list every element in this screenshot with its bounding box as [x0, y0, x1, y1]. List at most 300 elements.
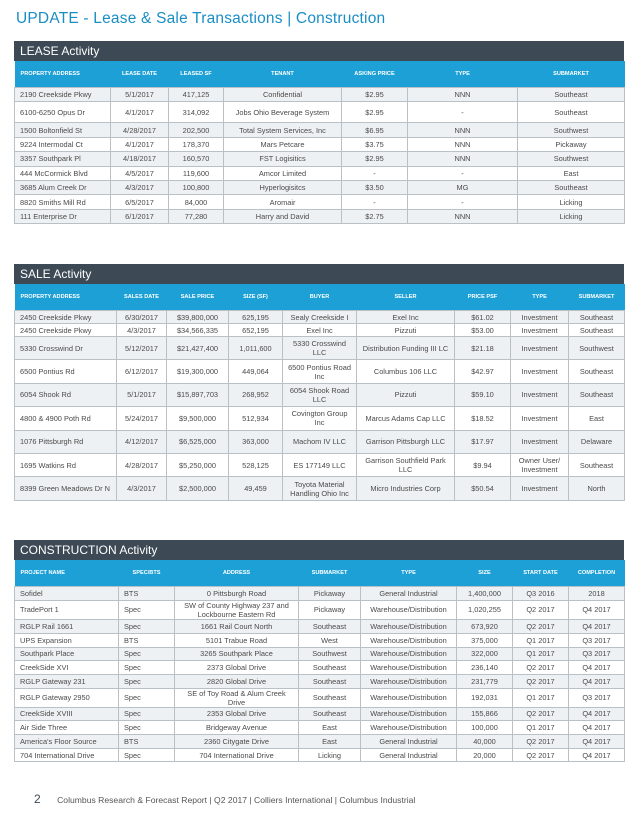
table-cell: Southeast — [518, 102, 625, 123]
table-cell: Q2 2017 — [513, 600, 569, 620]
table-cell: Southeast — [518, 88, 625, 102]
construction-section — [14, 540, 624, 762]
table-cell: 236,140 — [457, 661, 513, 675]
construction-col-header: SIZE — [457, 560, 513, 587]
table-cell: East — [518, 166, 625, 180]
table-cell: Toyota Material Handling Ohio Inc — [283, 477, 357, 500]
table-cell: $34,566,335 — [167, 324, 229, 337]
table-cell: General Industrial — [361, 735, 457, 749]
table-cell: Harry and David — [224, 209, 342, 223]
table-cell: 1,400,000 — [457, 587, 513, 601]
table-row — [15, 102, 625, 123]
table-cell: Licking — [518, 195, 625, 209]
table-cell: Investment — [511, 324, 569, 337]
sale-section-title: SALE Activity — [14, 264, 624, 284]
table-cell: $5,250,000 — [167, 453, 229, 476]
table-cell: 6500 Pontius Road Inc — [283, 360, 357, 383]
table-cell: Q4 2017 — [569, 735, 625, 749]
table-cell: 652,195 — [229, 324, 283, 337]
table-cell: - — [342, 195, 408, 209]
table-cell: - — [408, 166, 518, 180]
table-cell: $9,500,000 — [167, 407, 229, 430]
table-cell: Exel Inc — [283, 324, 357, 337]
table-cell: NNN — [408, 137, 518, 151]
table-cell: 512,934 — [229, 407, 283, 430]
table-cell: SE of Toy Road & Alum Creek Drive — [175, 688, 299, 707]
table-cell: $2.95 — [342, 152, 408, 166]
table-cell: 268,952 — [229, 383, 283, 406]
table-cell: ES 177149 LLC — [283, 453, 357, 476]
table-cell: East — [299, 721, 361, 735]
table-cell: Southeast — [569, 311, 625, 324]
table-cell: Confidential — [224, 88, 342, 102]
table-cell: 444 McCormick Blvd — [15, 166, 111, 180]
table-cell: $21,427,400 — [167, 337, 229, 360]
table-cell: $2.95 — [342, 88, 408, 102]
table-cell: 8820 Smiths Mill Rd — [15, 195, 111, 209]
table-cell: Warehouse/Distribution — [361, 707, 457, 721]
table-cell: 375,000 — [457, 633, 513, 647]
table-cell: 1,020,255 — [457, 600, 513, 620]
table-row — [15, 407, 625, 430]
table-cell: Spec — [119, 620, 175, 634]
table-cell: 704 International Drive — [15, 748, 119, 762]
table-cell: CreekSide XVI — [15, 661, 119, 675]
table-cell: Licking — [299, 748, 361, 762]
table-cell: Q2 2017 — [513, 748, 569, 762]
table-cell: TradePort 1 — [15, 600, 119, 620]
table-cell: $59.10 — [455, 383, 511, 406]
table-cell: Q4 2017 — [569, 748, 625, 762]
table-cell: 6/12/2017 — [117, 360, 167, 383]
table-cell: $3.50 — [342, 180, 408, 194]
table-cell: 6500 Pontius Rd — [15, 360, 117, 383]
table-cell: 5330 Crosswind Dr — [15, 337, 117, 360]
table-cell: 3265 Southpark Place — [175, 647, 299, 661]
table-cell: Investment — [511, 430, 569, 453]
table-cell: Mars Petcare — [224, 137, 342, 151]
lease-col-header: LEASED SF — [169, 61, 224, 88]
sale-col-header: SIZE (SF) — [229, 284, 283, 311]
table-cell: Spec — [119, 721, 175, 735]
table-cell: 704 International Drive — [175, 748, 299, 762]
table-cell: Warehouse/Distribution — [361, 600, 457, 620]
table-cell: 6/1/2017 — [111, 209, 169, 223]
table-row — [15, 123, 625, 137]
table-cell: $2,500,000 — [167, 477, 229, 500]
table-row — [15, 647, 625, 661]
table-cell: 5101 Trabue Road — [175, 633, 299, 647]
table-cell: 2353 Global Drive — [175, 707, 299, 721]
table-cell: 49,459 — [229, 477, 283, 500]
table-cell: General Industrial — [361, 748, 457, 762]
table-cell: $2.95 — [342, 102, 408, 123]
sale-col-header: BUYER — [283, 284, 357, 311]
table-cell: 6100-6250 Opus Dr — [15, 102, 111, 123]
table-cell: 4/28/2017 — [111, 123, 169, 137]
table-cell: Southeast — [569, 324, 625, 337]
table-row — [15, 324, 625, 337]
table-cell: 155,866 — [457, 707, 513, 721]
table-cell: 8399 Green Meadows Dr N — [15, 477, 117, 500]
table-cell: Southeast — [299, 661, 361, 675]
table-cell: 5/24/2017 — [117, 407, 167, 430]
table-cell: RGLP Gateway 231 — [15, 674, 119, 688]
table-cell: Sofidel — [15, 587, 119, 601]
table-cell: Garrison Pittsburgh LLC — [357, 430, 455, 453]
table-cell: 77,280 — [169, 209, 224, 223]
table-cell: 160,570 — [169, 152, 224, 166]
table-cell: West — [299, 633, 361, 647]
table-cell: Pizzuti — [357, 324, 455, 337]
table-cell: Total System Services, Inc — [224, 123, 342, 137]
page-title: UPDATE - Lease & Sale Transactions | Construction — [16, 10, 386, 27]
table-cell: 5330 Crosswind LLC — [283, 337, 357, 360]
table-row — [15, 430, 625, 453]
table-cell: Amcor Limited — [224, 166, 342, 180]
table-cell: Pickaway — [299, 600, 361, 620]
table-cell: $2.75 — [342, 209, 408, 223]
sale-col-header: SALES DATE — [117, 284, 167, 311]
table-cell: East — [569, 407, 625, 430]
table-cell: America's Floor Source — [15, 735, 119, 749]
table-row — [15, 337, 625, 360]
table-row — [15, 721, 625, 735]
table-cell: 6054 Shook Rd — [15, 383, 117, 406]
table-cell: $19,300,000 — [167, 360, 229, 383]
table-cell: East — [299, 735, 361, 749]
table-cell: RGLP Gateway 2950 — [15, 688, 119, 707]
table-cell: BTS — [119, 633, 175, 647]
table-cell: NNN — [408, 152, 518, 166]
table-cell: Q2 2017 — [513, 735, 569, 749]
table-row — [15, 661, 625, 675]
table-cell: 2450 Creekside Pkwy — [15, 324, 117, 337]
table-cell: Q2 2017 — [513, 661, 569, 675]
table-cell: Aromair — [224, 195, 342, 209]
construction-table — [14, 560, 625, 762]
table-cell: Southeast — [299, 707, 361, 721]
table-cell: Spec — [119, 661, 175, 675]
table-cell: Investment — [511, 383, 569, 406]
table-cell: 178,370 — [169, 137, 224, 151]
table-cell: Q1 2017 — [513, 721, 569, 735]
table-cell: Q2 2017 — [513, 674, 569, 688]
table-row — [15, 166, 625, 180]
table-cell: Distribution Funding III LC — [357, 337, 455, 360]
table-row — [15, 748, 625, 762]
table-cell: NNN — [408, 88, 518, 102]
table-cell: Warehouse/Distribution — [361, 661, 457, 675]
table-cell: Investment — [511, 337, 569, 360]
table-cell: 2820 Global Drive — [175, 674, 299, 688]
table-cell: Warehouse/Distribution — [361, 633, 457, 647]
table-cell: UPS Expansion — [15, 633, 119, 647]
table-cell: 192,031 — [457, 688, 513, 707]
construction-col-header: ADDRESS — [175, 560, 299, 587]
table-row — [15, 152, 625, 166]
table-row — [15, 180, 625, 194]
lease-table — [14, 61, 625, 224]
table-cell: North — [569, 477, 625, 500]
table-cell: Q3 2017 — [569, 647, 625, 661]
table-cell: Southeast — [299, 688, 361, 707]
table-cell: Exel Inc — [357, 311, 455, 324]
table-row — [15, 137, 625, 151]
table-cell: CreekSide XVIII — [15, 707, 119, 721]
table-cell: Spec — [119, 688, 175, 707]
table-cell: Warehouse/Distribution — [361, 647, 457, 661]
table-cell: 4/5/2017 — [111, 166, 169, 180]
table-cell: 2190 Creekside Pkwy — [15, 88, 111, 102]
table-cell: Bridgeway Avenue — [175, 721, 299, 735]
table-cell: Pickaway — [299, 587, 361, 601]
lease-col-header: TYPE — [408, 61, 518, 88]
lease-col-header: PROPERTY ADDRESS — [15, 61, 111, 88]
table-cell: 2373 Global Drive — [175, 661, 299, 675]
table-cell: Jobs Ohio Beverage System — [224, 102, 342, 123]
sale-col-header: SELLER — [357, 284, 455, 311]
table-cell: Warehouse/Distribution — [361, 688, 457, 707]
table-cell: Q4 2017 — [569, 620, 625, 634]
table-cell: Southeast — [569, 453, 625, 476]
table-cell: Machom IV LLC — [283, 430, 357, 453]
table-row — [15, 600, 625, 620]
table-cell: 625,195 — [229, 311, 283, 324]
table-cell: 2018 — [569, 587, 625, 601]
table-cell: Q3 2016 — [513, 587, 569, 601]
footer — [34, 792, 415, 806]
table-cell: Investment — [511, 311, 569, 324]
table-cell: 4/3/2017 — [111, 180, 169, 194]
lease-header-row — [15, 61, 625, 88]
lease-col-header: TENANT — [224, 61, 342, 88]
table-cell: Southpark Place — [15, 647, 119, 661]
table-cell: 2450 Creekside Pkwy — [15, 311, 117, 324]
table-cell: $15,897,703 — [167, 383, 229, 406]
table-cell: Southeast — [569, 360, 625, 383]
footer-text: Columbus Research & Forecast Report | Q2 2017 | Colliers International | Columbus Industrial — [57, 795, 416, 805]
table-cell: Air Side Three — [15, 721, 119, 735]
table-cell: $61.02 — [455, 311, 511, 324]
table-cell: Q1 2017 — [513, 647, 569, 661]
table-cell: RGLP Rail 1661 — [15, 620, 119, 634]
table-cell: 322,000 — [457, 647, 513, 661]
table-cell: NNN — [408, 209, 518, 223]
table-cell: 111 Enterprise Dr — [15, 209, 111, 223]
table-cell: 4/1/2017 — [111, 137, 169, 151]
table-cell: Southwest — [518, 123, 625, 137]
table-cell: BTS — [119, 735, 175, 749]
table-cell: $50.54 — [455, 477, 511, 500]
table-cell: Investment — [511, 360, 569, 383]
construction-col-header: SPEC/BTS — [119, 560, 175, 587]
construction-col-header: PROJECT NAME — [15, 560, 119, 587]
table-cell: Q4 2017 — [569, 600, 625, 620]
lease-col-header: SUBMARKET — [518, 61, 625, 88]
table-cell: Southeast — [299, 620, 361, 634]
sale-header-row — [15, 284, 625, 311]
table-row — [15, 674, 625, 688]
table-cell: Warehouse/Distribution — [361, 674, 457, 688]
table-cell: 40,000 — [457, 735, 513, 749]
table-row — [15, 620, 625, 634]
table-cell: 2360 Citygate Drive — [175, 735, 299, 749]
table-cell: 4/1/2017 — [111, 102, 169, 123]
table-cell: 1500 Boltonfield St — [15, 123, 111, 137]
table-row — [15, 383, 625, 406]
table-cell: 1695 Watkins Rd — [15, 453, 117, 476]
table-cell: Q2 2017 — [513, 620, 569, 634]
table-cell: 1,011,600 — [229, 337, 283, 360]
table-cell: 100,800 — [169, 180, 224, 194]
table-cell: Spec — [119, 674, 175, 688]
table-cell: 202,500 — [169, 123, 224, 137]
construction-col-header: COMPLETION — [569, 560, 625, 587]
table-cell: FST Logisitics — [224, 152, 342, 166]
construction-section-title: CONSTRUCTION Activity — [14, 540, 624, 560]
sale-col-header: SALE PRICE — [167, 284, 229, 311]
construction-col-header: TYPE — [361, 560, 457, 587]
table-cell: Southwest — [299, 647, 361, 661]
table-cell: 363,000 — [229, 430, 283, 453]
table-cell: Southeast — [518, 180, 625, 194]
table-row — [15, 209, 625, 223]
table-cell: Q4 2017 — [569, 661, 625, 675]
page-number: 2 — [34, 792, 41, 806]
table-row — [15, 88, 625, 102]
sale-col-header: TYPE — [511, 284, 569, 311]
table-cell: Q4 2017 — [569, 674, 625, 688]
table-cell: 6/30/2017 — [117, 311, 167, 324]
table-cell: - — [342, 166, 408, 180]
table-cell: Delaware — [569, 430, 625, 453]
table-cell: Micro Industries Corp — [357, 477, 455, 500]
table-cell: Hyperlogisitcs — [224, 180, 342, 194]
table-cell: 673,920 — [457, 620, 513, 634]
construction-header-row — [15, 560, 625, 587]
table-cell: Spec — [119, 748, 175, 762]
table-cell: $17.97 — [455, 430, 511, 453]
table-cell: Spec — [119, 600, 175, 620]
table-row — [15, 707, 625, 721]
table-row — [15, 453, 625, 476]
table-cell: Q4 2017 — [569, 707, 625, 721]
table-cell: - — [408, 195, 518, 209]
table-cell: 9224 Intermodal Ct — [15, 137, 111, 151]
table-cell: Southeast — [299, 674, 361, 688]
sale-col-header: PRICE PSF — [455, 284, 511, 311]
table-cell: 4/3/2017 — [117, 477, 167, 500]
table-cell: 417,125 — [169, 88, 224, 102]
table-cell: MG — [408, 180, 518, 194]
table-cell: 1076 Pittsburgh Rd — [15, 430, 117, 453]
table-cell: - — [408, 102, 518, 123]
table-cell: Licking — [518, 209, 625, 223]
table-cell: 231,779 — [457, 674, 513, 688]
table-cell: Marcus Adams Cap LLC — [357, 407, 455, 430]
table-cell: Investment — [511, 407, 569, 430]
table-cell: 5/12/2017 — [117, 337, 167, 360]
sale-col-header: PROPERTY ADDRESS — [15, 284, 117, 311]
table-row — [15, 688, 625, 707]
sale-col-header: SUBMARKET — [569, 284, 625, 311]
table-cell: 528,125 — [229, 453, 283, 476]
table-cell: Warehouse/Distribution — [361, 620, 457, 634]
table-cell: Q1 2017 — [513, 688, 569, 707]
table-cell: 4/3/2017 — [117, 324, 167, 337]
table-cell: Covington Group Inc — [283, 407, 357, 430]
table-cell: 20,000 — [457, 748, 513, 762]
table-cell: 100,000 — [457, 721, 513, 735]
table-cell: $42.97 — [455, 360, 511, 383]
table-cell: 3357 Southpark Pl — [15, 152, 111, 166]
table-cell: 1661 Rail Court North — [175, 620, 299, 634]
table-cell: 314,092 — [169, 102, 224, 123]
table-cell: Southwest — [518, 152, 625, 166]
table-row — [15, 360, 625, 383]
table-cell: Sealy Creekside I — [283, 311, 357, 324]
lease-section — [14, 41, 624, 224]
table-cell: Spec — [119, 707, 175, 721]
table-cell: Pizzuti — [357, 383, 455, 406]
sale-table — [14, 284, 625, 501]
table-cell: Southeast — [569, 383, 625, 406]
table-cell: General Industrial — [361, 587, 457, 601]
table-cell: 119,600 — [169, 166, 224, 180]
table-cell: BTS — [119, 587, 175, 601]
table-cell: Warehouse/Distribution — [361, 721, 457, 735]
table-cell: 4/12/2017 — [117, 430, 167, 453]
table-cell: Columbus 106 LLC — [357, 360, 455, 383]
table-row — [15, 195, 625, 209]
table-cell: NNN — [408, 123, 518, 137]
table-cell: 0 Pittsburgh Road — [175, 587, 299, 601]
table-cell: 4/28/2017 — [117, 453, 167, 476]
table-cell: 5/1/2017 — [111, 88, 169, 102]
table-cell: Spec — [119, 647, 175, 661]
table-row — [15, 311, 625, 324]
lease-section-title: LEASE Activity — [14, 41, 624, 61]
table-cell: $3.75 — [342, 137, 408, 151]
table-cell: SW of County Highway 237 and Lockbourne Eastern Rd — [175, 600, 299, 620]
table-cell: Pickaway — [518, 137, 625, 151]
table-cell: $18.52 — [455, 407, 511, 430]
table-row — [15, 587, 625, 601]
table-cell: 6054 Shook Road LLC — [283, 383, 357, 406]
table-row — [15, 735, 625, 749]
construction-col-header: START DATE — [513, 560, 569, 587]
table-cell: Q3 2017 — [569, 633, 625, 647]
table-cell: Owner User/ Investment — [511, 453, 569, 476]
table-row — [15, 633, 625, 647]
table-cell: $53.00 — [455, 324, 511, 337]
table-cell: Investment — [511, 477, 569, 500]
table-row — [15, 477, 625, 500]
table-cell: $21.18 — [455, 337, 511, 360]
table-cell: Q3 2017 — [569, 688, 625, 707]
table-cell: Q1 2017 — [513, 633, 569, 647]
table-cell: $6.95 — [342, 123, 408, 137]
construction-col-header: SUBMARKET — [299, 560, 361, 587]
table-cell: Southwest — [569, 337, 625, 360]
table-cell: 84,000 — [169, 195, 224, 209]
table-cell: Q4 2017 — [569, 721, 625, 735]
table-cell: 4800 & 4900 Poth Rd — [15, 407, 117, 430]
table-cell: 449,064 — [229, 360, 283, 383]
lease-col-header: ASKING PRICE — [342, 61, 408, 88]
table-cell: 5/1/2017 — [117, 383, 167, 406]
